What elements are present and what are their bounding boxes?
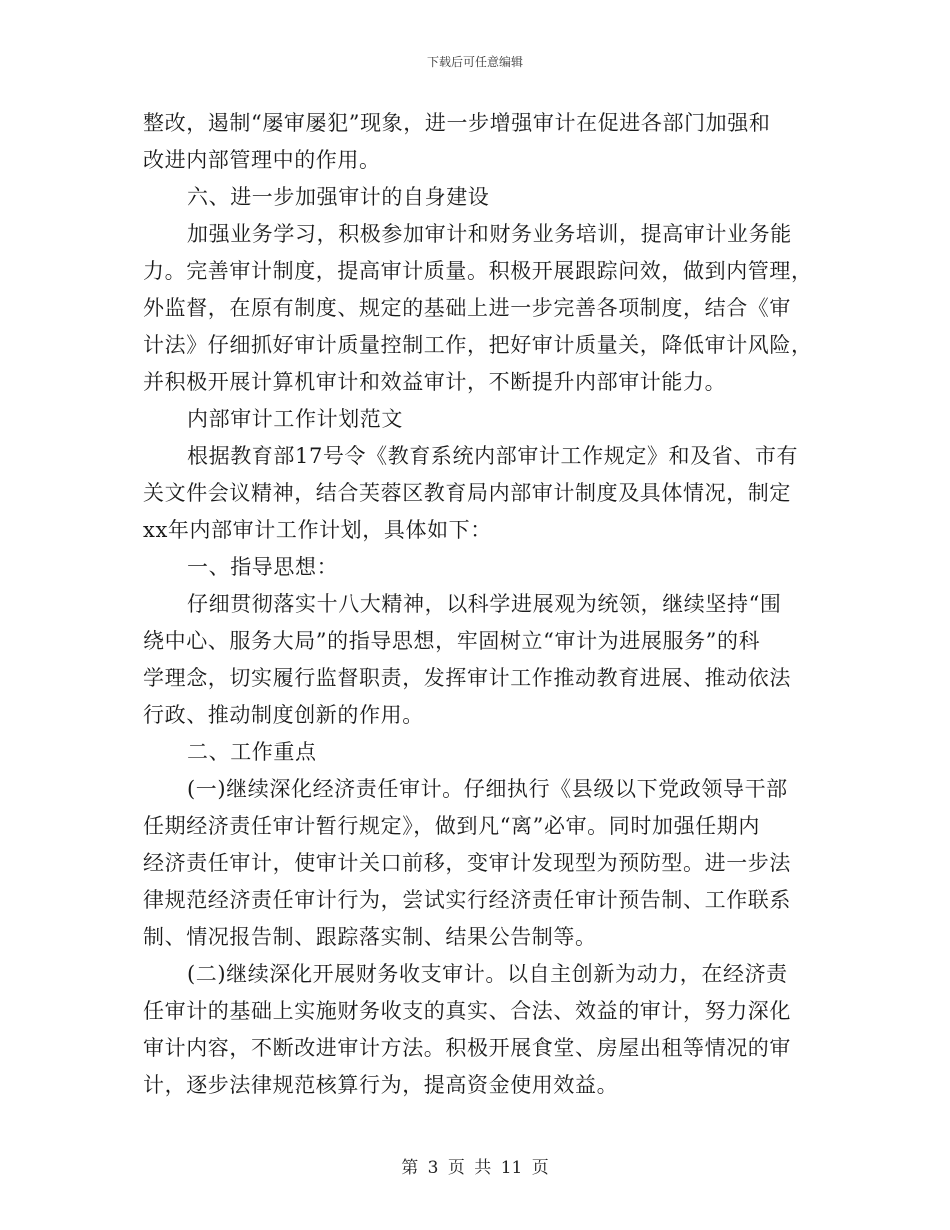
text-line: 制、情况报告制、跟踪落实制、结果公告制等。 [143,925,597,949]
text-line: 六、进一步加强审计的自身建设 [187,185,490,209]
text-line: 根据教育部17号令《教育系统内部审计工作规定》和及省、市有 [187,444,799,468]
text-line: 并积极开展计算机审计和效益审计，不断提升内部审计能力。 [143,370,727,394]
document-body [143,105,813,1104]
text-line: xx年内部审计工作计划，具体如下： [143,518,492,542]
text-line: 经济责任审计，使审计关口前移，变审计发现型为预防型。进一步法 [143,851,791,875]
text-line: 计法》仔细抓好审计质量控制工作，把好审计质量关，降低审计风险， [143,333,813,357]
text-line: 改进内部管理中的作用。 [143,148,381,172]
text-line: 任审计的基础上实施财务收支的真实、合法、效益的审计，努力深化 [143,999,791,1023]
text-line: 学理念，切实履行监督职责，发挥审计工作推动教育进展、推动依法 [143,666,791,690]
page-number-footer: 第 3 页 共 11 页 [401,1158,549,1178]
text-line: 二、工作重点 [187,740,317,764]
text-line: 关文件会议精神，结合芙蓉区教育局内部审计制度及具体情况，制定 [143,481,791,505]
text-line: 计，逐步法律规范核算行为，提高资金使用效益。 [143,1073,619,1097]
text-line: (二)继续深化开展财务收支审计。以自主创新为动力，在经济责 [187,962,788,986]
text-line: 整改，遏制“屡审屡犯”现象，进一步增强审计在促进各部门加强和 [143,111,771,135]
text-line: 仔细贯彻落实十八大精神，以科学进展观为统领，继续坚持“围 [187,592,782,616]
text-line: 内部审计工作计划范文 [187,407,403,431]
text-line: 任期经济责任审计暂行规定》，做到凡“离”必审。同时加强任期内 [143,814,760,838]
text-line: (一)继续深化经济责任审计。仔细执行《县级以下党政领导干部 [187,777,788,801]
text-line: 一、指导思想： [187,555,339,579]
text-line: 加强业务学习，积极参加审计和财务业务培训，提高审计业务能 [187,222,792,246]
text-line: 力。完善审计制度，提高审计质量。积极开展跟踪问效，做到内管理， [143,259,813,283]
text-line: 绕中心、服务大局”的指导思想，牢固树立“审计为进展服务”的科 [143,629,761,653]
text-line: 审计内容，不断改进审计方法。积极开展食堂、房屋出租等情况的审 [143,1036,791,1060]
text-line: 行政、推动制度创新的作用。 [143,703,424,727]
text-line: 外监督，在原有制度、规定的基础上进一步完善各项制度，结合《审 [143,296,791,320]
text-line: 律规范经济责任审计行为，尝试实行经济责任审计预告制、工作联系 [143,888,791,912]
header-note: 下载后可任意编辑 [426,55,523,69]
